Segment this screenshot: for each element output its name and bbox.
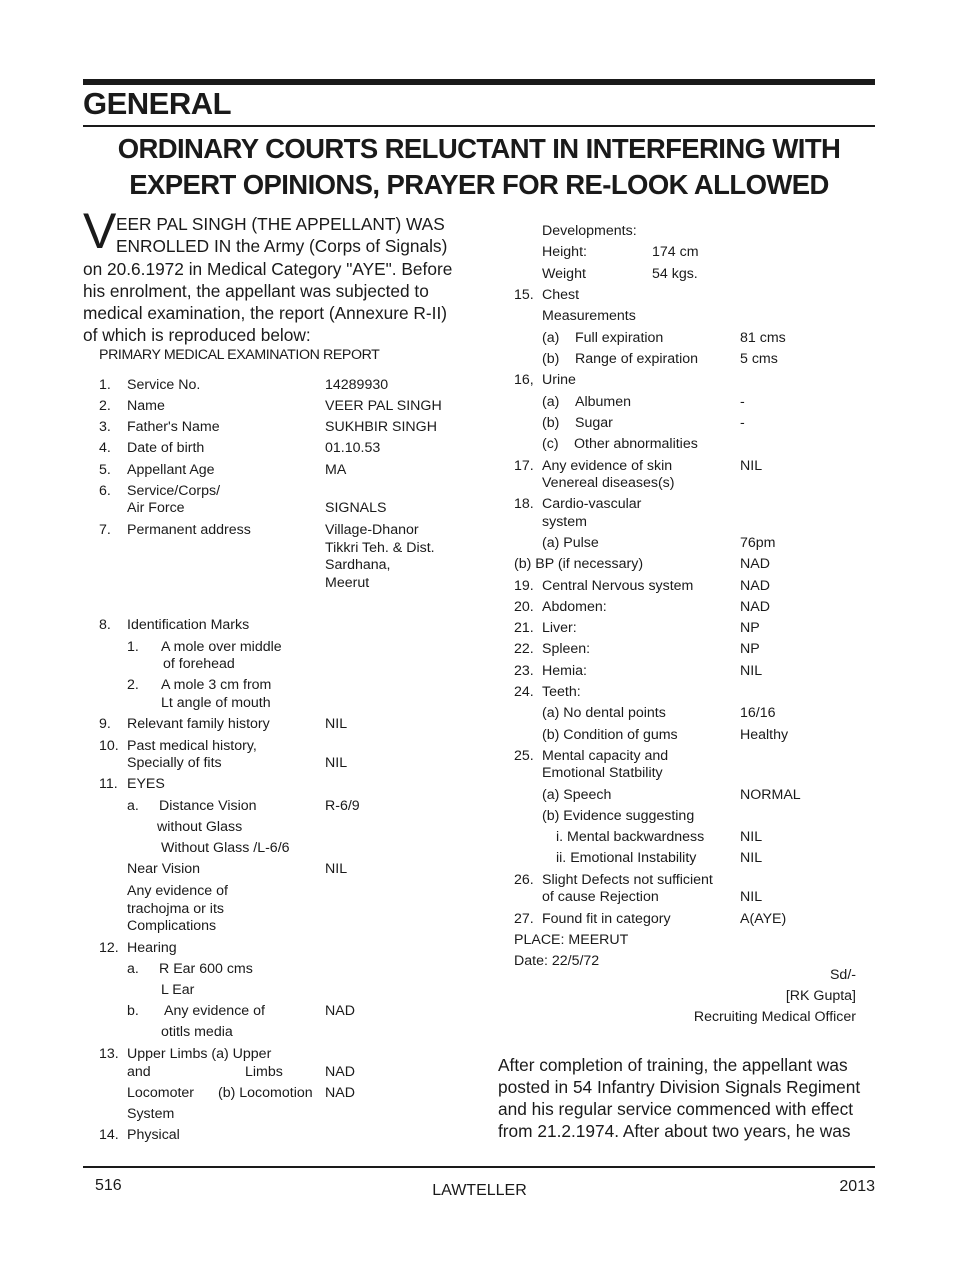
report-entry: Air Force <box>127 500 185 516</box>
report-entry: (b) Condition of gums <box>542 727 678 743</box>
body-line: and his regular service commenced with effect <box>498 1099 854 1119</box>
report-entry: 5. <box>99 462 111 478</box>
report-entry: 14289930 <box>325 377 389 393</box>
report-entry: Abdomen: <box>542 599 607 615</box>
report-entry: Father's Name <box>127 419 220 435</box>
top-rule <box>83 79 875 85</box>
report-entry: of forehead <box>163 656 235 672</box>
report-entry: a. <box>127 961 139 977</box>
report-entry: Range of expiration <box>575 351 699 367</box>
report-entry: Physical <box>127 1127 180 1143</box>
report-entry: NAD <box>325 1085 355 1101</box>
report-entry: NIL <box>325 716 348 732</box>
intro-line: EER PAL SINGH (THE APPELLANT) WAS <box>116 214 445 234</box>
signature-sd: Sd/- <box>829 967 856 983</box>
report-entry: Teeth: <box>542 684 581 700</box>
year: 2013 <box>839 1178 875 1195</box>
report-entry: 4. <box>99 440 111 456</box>
report-entry: Specially of fits <box>127 755 222 771</box>
report-entry: Emotional Statbility <box>542 765 663 781</box>
report-entry: 22. <box>514 641 534 657</box>
report-entry: Complications <box>127 918 217 934</box>
report-entry: Locomoter <box>127 1085 195 1101</box>
report-entry: and <box>127 1064 151 1080</box>
report-entry: Hearing <box>127 940 177 956</box>
report-entry: 174 cm <box>652 244 699 260</box>
report-entry: EYES <box>127 776 165 792</box>
report-entry: Name <box>127 398 165 414</box>
report-entry: 19. <box>514 578 534 594</box>
report-entry: SUKHBIR SINGH <box>325 419 437 435</box>
report-entry: Permanent address <box>127 522 251 538</box>
report-entry: 6. <box>99 483 111 499</box>
report-entry: (a) <box>542 330 560 346</box>
report-entry: A mole over middle <box>161 639 282 655</box>
report-entry: 76pm <box>740 535 776 551</box>
intro-line: ENROLLED IN the Army (Corps of Signals) <box>116 236 448 256</box>
report-entry: Sugar <box>575 415 613 431</box>
signature-designation: Recruiting Medical Officer <box>693 1009 856 1025</box>
report-entry: (a) Speech <box>542 787 612 803</box>
report-entry: 01.10.53 <box>325 440 381 456</box>
header-rule <box>83 125 875 127</box>
report-entry: - <box>740 415 745 431</box>
report-entry: 14. <box>99 1127 119 1143</box>
report-entry: (b) BP (if necessary) <box>514 556 644 572</box>
report-entry: (a) Pulse <box>542 535 599 551</box>
report-entry: VEER PAL SINGH <box>325 398 442 414</box>
report-entry: Service/Corps/ <box>127 483 221 499</box>
article-title-line-2: EXPERT OPINIONS, PRAYER FOR RE-LOOK ALLOWED <box>129 169 829 200</box>
drop-cap: V <box>83 203 117 259</box>
report-entry: NAD <box>740 578 770 594</box>
report-entry: Full expiration <box>575 330 664 346</box>
report-entry: 10. <box>99 738 119 754</box>
report-entry: Hemia: <box>542 663 587 679</box>
report-entry: 3. <box>99 419 111 435</box>
report-entry: 8. <box>99 617 111 633</box>
report-entry: R-6/9 <box>325 798 360 814</box>
report-entry: Lt angle of mouth <box>161 695 271 711</box>
report-entry: Height: <box>542 244 587 260</box>
report-entry: Albumen <box>575 394 631 410</box>
intro-line: medical examination, the report (Annexure R-II) <box>83 303 448 323</box>
report-entry: Any evidence of <box>127 883 228 899</box>
report-entry: 2. <box>127 677 139 693</box>
body-line: posted in 54 Infantry Division Signals Regiment <box>498 1077 861 1097</box>
report-entry: of cause Rejection <box>542 889 659 905</box>
report-entry: NIL <box>740 663 763 679</box>
report-entry: Sardhana, <box>325 557 391 573</box>
report-entry: NP <box>740 620 760 636</box>
report-entry: L Ear <box>161 982 195 998</box>
report-entry: NIL <box>325 755 348 771</box>
report-entry: 1. <box>99 377 111 393</box>
footer-rule <box>83 1166 875 1168</box>
report-entry: Healthy <box>740 727 789 743</box>
report-entry: 2. <box>99 398 111 414</box>
report-entry: 18. <box>514 496 534 512</box>
report-entry: A(AYE) <box>740 911 787 927</box>
report-entry: a. <box>127 798 139 814</box>
report-entry: Chest <box>542 287 580 303</box>
report-entry: Venereal diseases(s) <box>542 475 675 491</box>
intro-line: his enrolment, the appellant was subjected to <box>83 281 429 301</box>
report-entry: 27. <box>514 911 534 927</box>
report-entry: (a) No dental points <box>542 705 666 721</box>
report-entry: Spleen: <box>542 641 591 657</box>
report-entry: (b) Evidence suggesting <box>542 808 695 824</box>
signature-name: [RK Gupta] <box>785 988 856 1004</box>
report-entry: System <box>127 1106 175 1122</box>
report-entry: Without Glass /L-6/6 <box>161 840 290 856</box>
journal-name: LAWTELLER <box>432 1182 527 1199</box>
report-entry: Any evidence of <box>164 1003 265 1019</box>
report-entry: NIL <box>740 829 763 845</box>
body-line: from 21.2.1974. After about two years, he was <box>498 1121 851 1141</box>
intro-line: of which is reproduced below: <box>83 325 311 345</box>
report-entry: NAD <box>325 1003 355 1019</box>
report-entry: Developments: <box>542 223 637 239</box>
report-entry: Liver: <box>542 620 577 636</box>
report-entry: Past medical history, <box>127 738 257 754</box>
report-entry: - <box>740 394 745 410</box>
report-entry: 25. <box>514 748 534 764</box>
report-heading: PRIMARY MEDICAL EXAMINATION REPORT <box>99 347 380 363</box>
report-entry: Appellant Age <box>127 462 215 478</box>
report-entry: Meerut <box>325 575 370 591</box>
page-number: 516 <box>95 1177 122 1194</box>
report-entry: 16, <box>514 372 534 388</box>
report-entry: NP <box>740 641 760 657</box>
report-entry: (a) <box>542 394 560 410</box>
report-entry: MA <box>325 462 347 478</box>
report-entry: 26. <box>514 872 534 888</box>
report-entry: Relevant family history <box>127 716 270 732</box>
report-entry: Any evidence of skin <box>542 458 673 474</box>
report-entry: Urine <box>542 372 576 388</box>
report-entry: Found fit in category <box>542 911 671 927</box>
report-entry: NORMAL <box>740 787 801 803</box>
report-entry: PLACE: MEERUT <box>514 932 629 948</box>
report-entry: 7. <box>99 522 111 538</box>
report-entry: (b) <box>542 415 560 431</box>
report-entry: (b) <box>542 351 560 367</box>
report-entry: NIL <box>325 861 348 877</box>
report-entry: Service No. <box>127 377 201 393</box>
report-entry: 13. <box>99 1046 119 1062</box>
report-entry: Tikkri Teh. & Dist. <box>325 540 435 556</box>
report-entry: NAD <box>740 556 770 572</box>
report-entry: 5 cms <box>740 351 778 367</box>
report-entry: without Glass <box>157 819 243 835</box>
report-entry: Weight <box>542 266 586 282</box>
report-entry: 24. <box>514 684 534 700</box>
report-entry: NAD <box>325 1064 355 1080</box>
report-entry: NIL <box>740 850 763 866</box>
section-heading: GENERAL <box>83 86 232 121</box>
report-entry: 12. <box>99 940 119 956</box>
report-entry: otitls media <box>161 1024 233 1040</box>
report-entry: Near Vision <box>127 861 201 877</box>
article-title-line-1: ORDINARY COURTS RELUCTANT IN INTERFERING WITH <box>117 133 841 164</box>
report-entry: A mole 3 cm from <box>161 677 272 693</box>
report-entry: 15. <box>514 287 534 303</box>
report-entry: Measurements <box>542 308 636 324</box>
report-entry: trachojma or its <box>127 901 224 917</box>
report-entry: (c) <box>542 436 559 452</box>
report-entry: Village-Dhanor <box>325 522 419 538</box>
report-entry: NIL <box>740 889 763 905</box>
report-entry: SIGNALS <box>325 500 387 516</box>
report-entry: 16/16 <box>740 705 776 721</box>
report-entry: Date of birth <box>127 440 205 456</box>
report-entry: 17. <box>514 458 534 474</box>
report-entry: NIL <box>740 458 763 474</box>
report-entry: 11. <box>99 776 118 792</box>
report-entry: Identification Marks <box>127 617 250 633</box>
report-entry: Upper Limbs (a) Upper <box>127 1046 272 1062</box>
report-entry: Cardio-vascular <box>542 496 642 512</box>
report-entry: 9. <box>99 716 111 732</box>
report-entry: Limbs <box>245 1064 283 1080</box>
report-entry: 21. <box>514 620 534 636</box>
report-entry: Date: 22/5/72 <box>514 953 600 969</box>
report-entry: ii. Emotional Instability <box>556 850 697 866</box>
report-entry: (b) Locomotion <box>218 1085 313 1101</box>
report-entry: b. <box>127 1003 139 1019</box>
report-entry: Other abnormalities <box>574 436 698 452</box>
report-entry: system <box>542 514 587 530</box>
report-entry: NAD <box>740 599 770 615</box>
report-entry: Slight Defects not sufficient <box>542 872 713 888</box>
intro-line: on 20.6.1972 in Medical Category "AYE". Before <box>83 259 453 279</box>
body-line: After completion of training, the appellant was <box>498 1055 848 1075</box>
report-entry: Distance Vision <box>159 798 257 814</box>
report-entry: Mental capacity and <box>542 748 669 764</box>
report-entry: Central Nervous system <box>542 578 694 594</box>
report-entry: 54 kgs. <box>652 266 698 282</box>
report-entry: 81 cms <box>740 330 786 346</box>
report-entry: i. Mental backwardness <box>556 829 705 845</box>
report-entry: 1. <box>127 639 139 655</box>
report-entry: 23. <box>514 663 534 679</box>
report-entry: R Ear 600 cms <box>159 961 253 977</box>
report-entry: 20. <box>514 599 534 615</box>
